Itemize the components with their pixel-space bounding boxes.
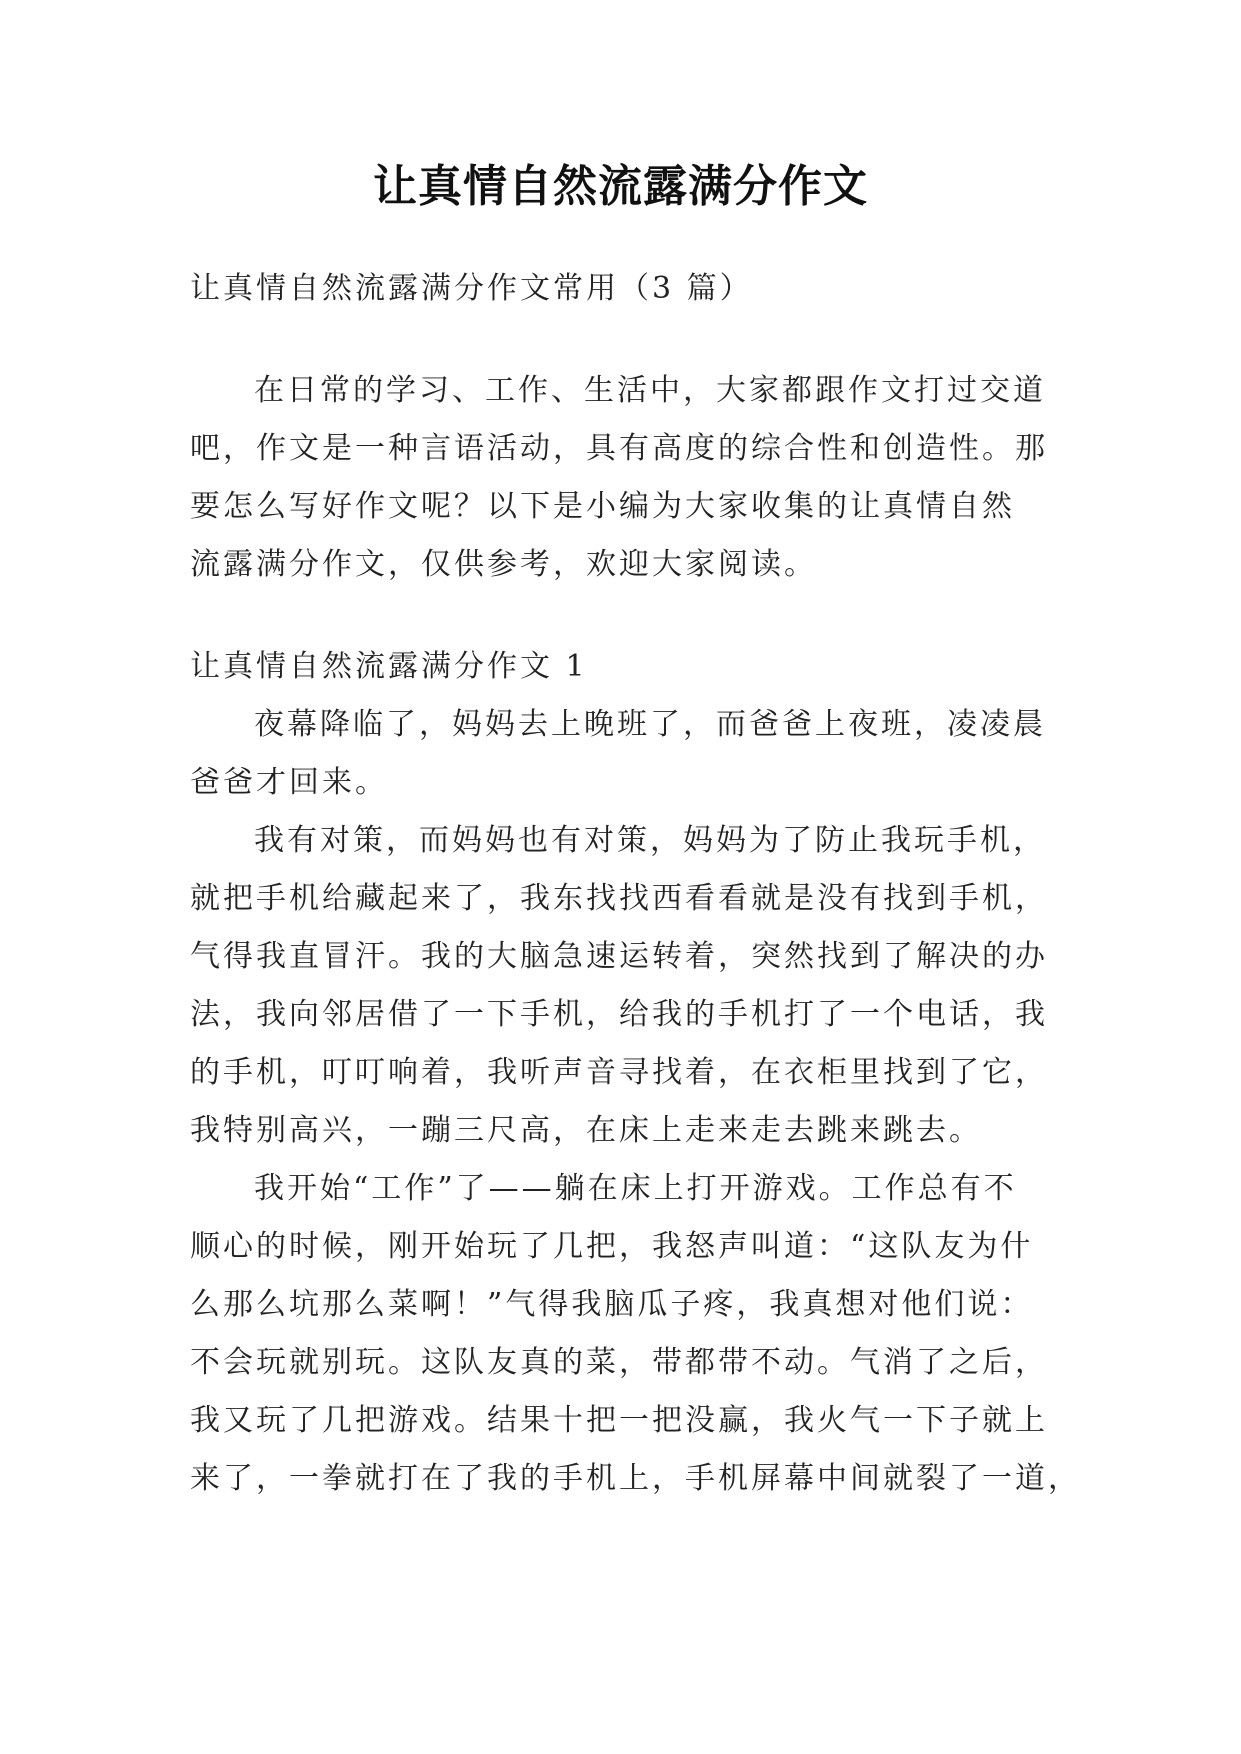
- spacer: [190, 318, 1060, 362]
- paragraph-line: 我又玩了几把游戏。结果十把一把没赢，我火气一下子就上: [190, 1403, 1048, 1438]
- document-body: [190, 260, 1081, 1508]
- section-heading: 让真情自然流露满分作文 1: [190, 649, 588, 684]
- paragraph-line: 来了，一拳就打在了我的手机上，手机屏幕中间就裂了一道，: [190, 1461, 1081, 1496]
- paragraph-line: 就把手机给藏起来了，我东找找西看看就是没有找到手机，: [190, 881, 1048, 916]
- intro-line: 要怎么写好作文呢？以下是小编为大家收集的让真情自然: [190, 489, 1015, 524]
- spacer: [190, 594, 1060, 638]
- paragraph-line: 顺心的时候，刚开始玩了几把，我怒声叫道：“这队友为什: [190, 1229, 1034, 1264]
- paragraph-line: 不会玩就别玩。这队友真的菜，带都带不动。气消了之后，: [190, 1345, 1048, 1380]
- paragraph-line: 么那么坑那么菜啊！”气得我脑瓜子疼，我真想对他们说：: [190, 1287, 1034, 1322]
- paragraph-line: 我有对策，而妈妈也有对策，妈妈为了防止我玩手机，: [254, 823, 1046, 858]
- intro-line: 吧，作文是一种言语活动，具有高度的综合性和创造性。那: [190, 431, 1048, 466]
- page-title: 让真情自然流露满分作文: [373, 161, 868, 212]
- paragraph-line: 爸爸才回来。: [190, 765, 388, 800]
- paragraph-line: 的手机，叮叮响着，我听声音寻找着，在衣柜里找到了它，: [190, 1055, 1048, 1090]
- intro-line: 流露满分作文，仅供参考，欢迎大家阅读。: [190, 547, 817, 582]
- paragraph-line: 夜幕降临了，妈妈去上晚班了，而爸爸上夜班，凌凌晨: [254, 707, 1046, 742]
- paragraph-line: 法，我向邻居借了一下手机，给我的手机打了一个电话，我: [190, 997, 1048, 1032]
- paragraph-line: 我特别高兴，一蹦三尺高，在床上走来走去跳来跳去。: [190, 1113, 982, 1148]
- paragraph-line: 气得我直冒汗。我的大脑急速运转着，突然找到了解决的办: [190, 939, 1048, 974]
- subtitle: 让真情自然流露满分作文常用（3 篇）: [190, 271, 753, 306]
- paragraph-line: 我开始“工作”了——躺在床上打开游戏。工作总有不: [254, 1171, 1017, 1206]
- intro-line: 在日常的学习、工作、生活中，大家都跟作文打过交道: [254, 373, 1046, 408]
